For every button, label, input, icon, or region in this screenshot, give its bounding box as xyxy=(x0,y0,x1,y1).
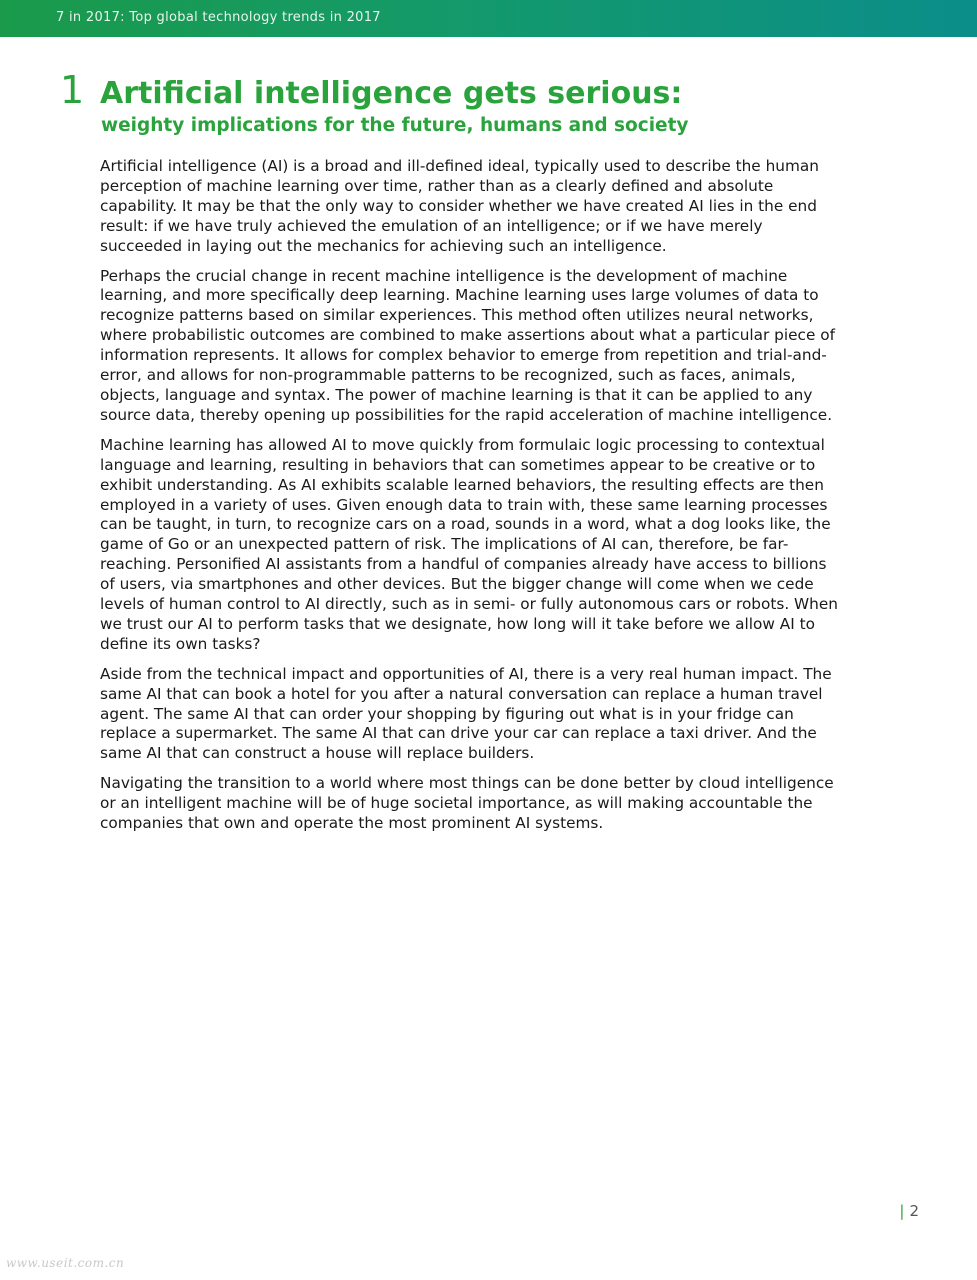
section-number: 1 xyxy=(60,68,85,112)
section-subtitle: weighty implications for the future, humans and society xyxy=(101,115,689,136)
page-number-value: 2 xyxy=(909,1202,919,1220)
article-body xyxy=(100,157,846,844)
page-number-separator: | xyxy=(899,1202,905,1220)
paragraph: Perhaps the crucial change in recent machine intelligence is the development of machine learning, and more specifically deep learning. Machine learning uses large volumes of data to recognize patterns based on similar experiences. This method often utilizes neural networks, where probabilistic outcomes are combined to make assertions about what a particular piece of information represents. It allows for complex behavior to emerge from repetition and trial-and-error, and allows for non-programmable patterns to be recognized, such as faces, animals, objects, language and syntax. The power of machine learning is that it can be applied to any source data, thereby opening up possibilities for the rapid acceleration of machine intelligence. xyxy=(100,266,835,424)
paragraph: Navigating the transition to a world where most things can be done better by cloud intelligence or an intelligent machine will be of huge societal importance, as will making accountable the companies that own and operate the most prominent AI systems. xyxy=(100,774,834,833)
running-title: 7 in 2017: Top global technology trends in 2017 xyxy=(56,10,381,25)
paragraph: Aside from the technical impact and opportunities of AI, there is a very real human impact. The same AI that can book a hotel for you after a natural conversation can replace a human travel agent. The same AI that can order your shopping by figuring out what is in your fridge can replace a supermarket. The same AI that can drive your car can replace a taxi driver. And the same AI that can construct a house will replace builders. xyxy=(100,664,832,763)
header-bar xyxy=(0,0,977,37)
watermark: www.useit.com.cn xyxy=(6,1256,125,1270)
section-title: Artificial intelligence gets serious: xyxy=(100,76,683,111)
paragraph: Machine learning has allowed AI to move quickly from formulaic logic processing to contextual language and learning, resulting in behaviors that can sometimes appear to be creative or to exhibit understanding. As AI exhibits scalable learned behaviors, the resulting effects are then employed in a variety of uses. Given enough data to train with, these same learning processes can be taught, in turn, to recognize cars on a road, sounds in a word, what a dog looks like, the game of Go or an unexpected pattern of risk. The implications of AI can, therefore, be far-reaching. Personified AI assistants from a handful of companies already have access to billions of users, via smartphones and other devices. But the bigger change will come when we cede levels of human control to AI directly, such as in semi- or fully autonomous cars or robots. When we trust our AI to perform tasks that we designate, how long will it take before we allow AI to define its own tasks? xyxy=(100,435,838,653)
page-number xyxy=(899,1202,919,1220)
paragraph: Artificial intelligence (AI) is a broad and ill-defined ideal, typically used to describe the human perception of machine learning over time, rather than as a clearly defined and absolute capability. It may be that the only way to consider whether we have created AI lies in the end result: if we have truly achieved the emulation of an intelligence; or if we have merely succeeded in laying out the mechanics for achieving such an intelligence. xyxy=(100,157,819,255)
